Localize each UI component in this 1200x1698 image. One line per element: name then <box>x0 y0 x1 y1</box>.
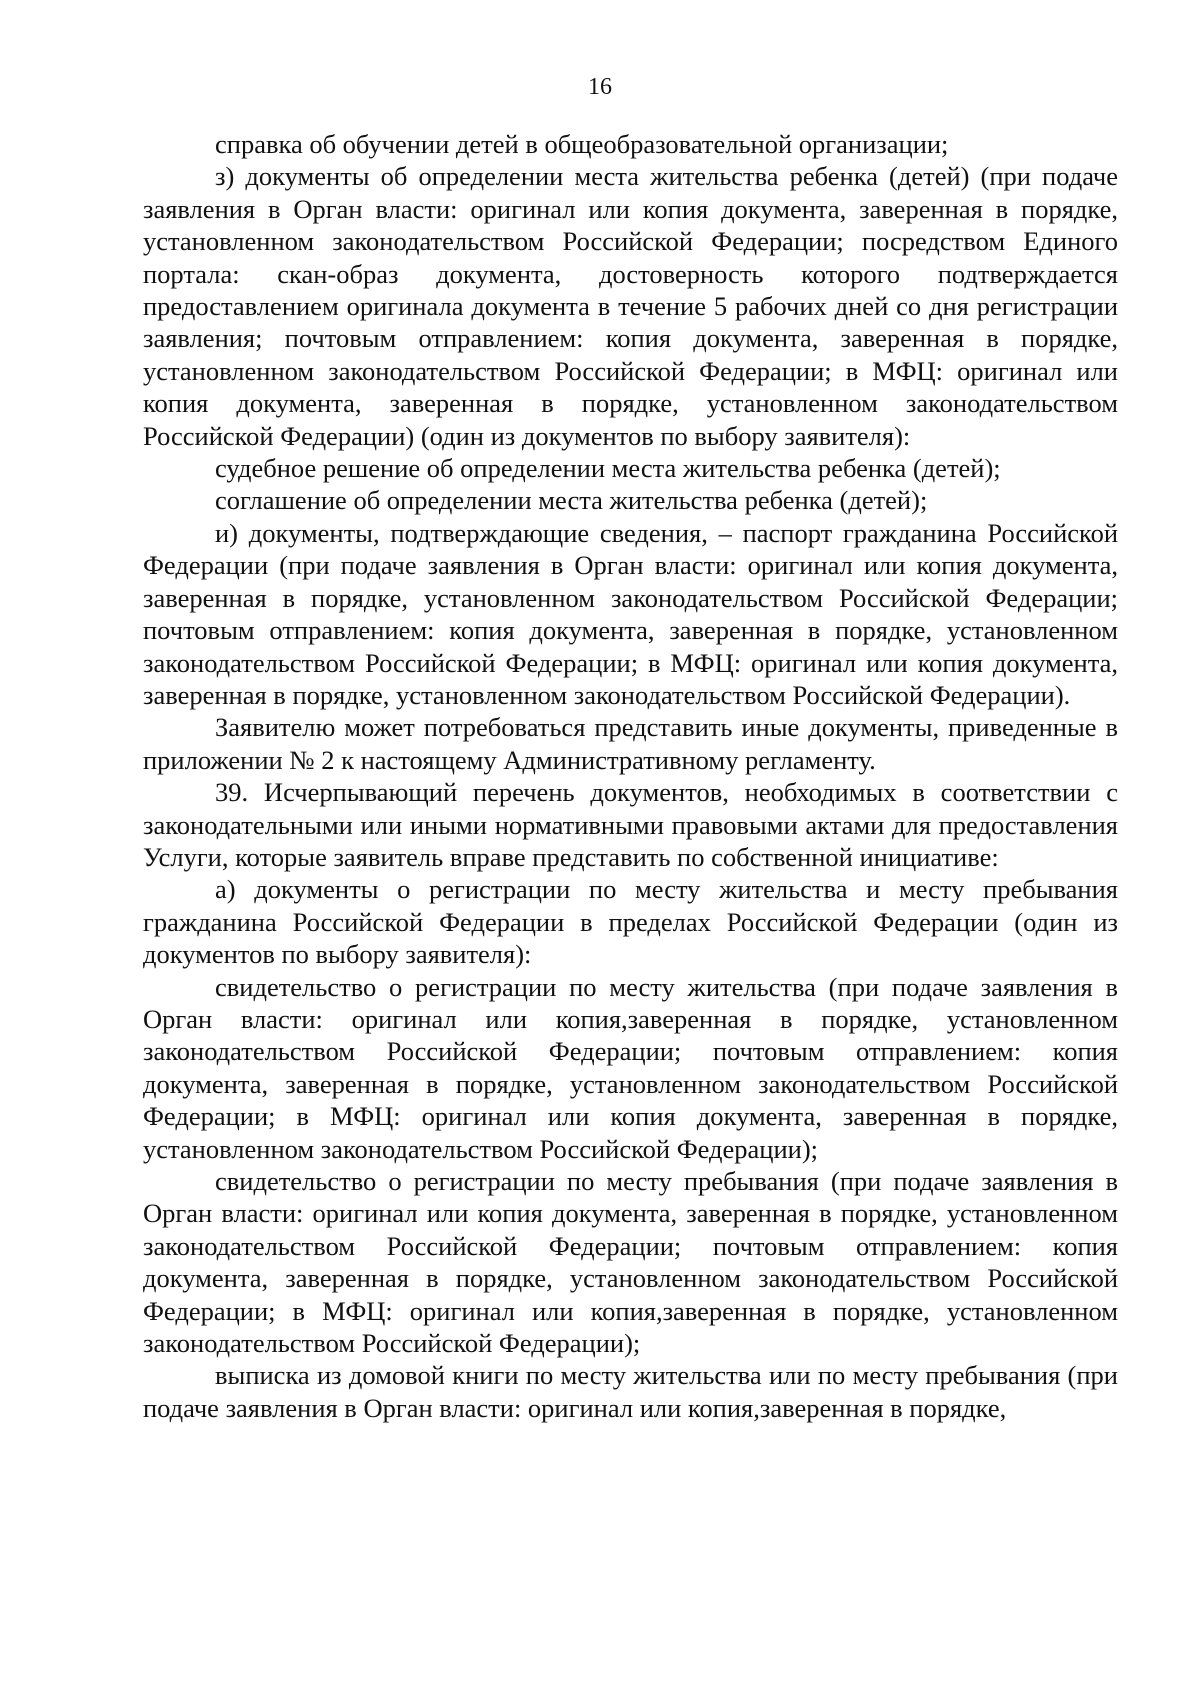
paragraph-other-documents: Заявителю может потребоваться представить иные документы, приведенные в приложении № 2 к настоящему Административному регламенту. <box>143 712 1118 775</box>
document-body <box>143 128 1118 1424</box>
paragraph-registration-documents: а) документы о регистрации по месту жительства и месту пребывания гражданина Российской Федерации в пределах Российской Федерации (один из документов по выбору заявителя): <box>143 874 1118 970</box>
paragraph-residence-certificate: свидетельство о регистрации по месту жительства (при подаче заявления в Орган власти: оригинал или копия,заверенная в порядке, установленном законодательством Российской Федерации; почтовым отправлением: копия документа, заверенная в порядке, установленном законодательством Российской Федерации; в МФЦ: оригинал или копия документа, заверенная в порядке, установленном законодательством Российской Федерации); <box>143 971 1118 1164</box>
paragraph-residence-documents: з) документы об определении места жительства ребенка (детей) (при подаче заявления в Орган власти: оригинал или копия документа, заверенная в порядке, установленном законодательством Российской Федерации; посредством Единого портала: скан-образ документа, достоверность которого подтверждается предоставлением оригинала документа в течение 5 рабочих дней со дня регистрации заявления; почтовым отправлением: копия документа, заверенная в порядке, установленном законодательством Российской Федерации; в МФЦ: оригинал или копия документа, заверенная в порядке, установленном законодательством Российской Федерации) (один из документов по выбору заявителя): <box>143 161 1118 451</box>
paragraph-house-book-extract: выписка из домовой книги по месту жительства или по месту пребывания (при подаче заявления в Орган власти: оригинал или копия,заверенная в порядке, <box>143 1360 1118 1423</box>
paragraph-passport-documents: и) документы, подтверждающие сведения, – паспорт гражданина Российской Федерации (при подаче заявления в Орган власти: оригинал или копия документа, заверенная в порядке, установленном законодательством Российской Федерации; почтовым отправлением: копия документа, заверенная в порядке, установленном законодательством Российской Федерации; в МФЦ: оригинал или копия документа, заверенная в порядке, установленном законодательством Российской Федерации). <box>143 517 1118 710</box>
paragraph-schooling-certificate: справка об обучении детей в общеобразовательной организации; <box>215 129 949 159</box>
paragraph-stay-certificate: свидетельство о регистрации по месту пребывания (при подаче заявления в Орган власти: оригинал или копия документа, заверенная в порядке, установленном законодательством Российской Федерации; почтовым отправлением: копия документа, заверенная в порядке, установленном законодательством Российской Федерации; в МФЦ: оригинал или копия,заверенная в порядке, установленном законодательством Российской Федерации); <box>143 1166 1118 1359</box>
paragraph-section-39: 39. Исчерпывающий перечень документов, необходимых в соответствии с законодательными или иными нормативными правовыми актами для предоставления Услуги, которые заявитель вправе представить по собственной инициативе: <box>143 777 1118 872</box>
paragraph-residence-agreement: соглашение об определении места жительства ребенка (детей); <box>215 485 928 516</box>
paragraph-court-decision: судебное решение об определении места жительства ребенка (детей); <box>215 453 1001 484</box>
page-number: 16 <box>588 74 612 100</box>
